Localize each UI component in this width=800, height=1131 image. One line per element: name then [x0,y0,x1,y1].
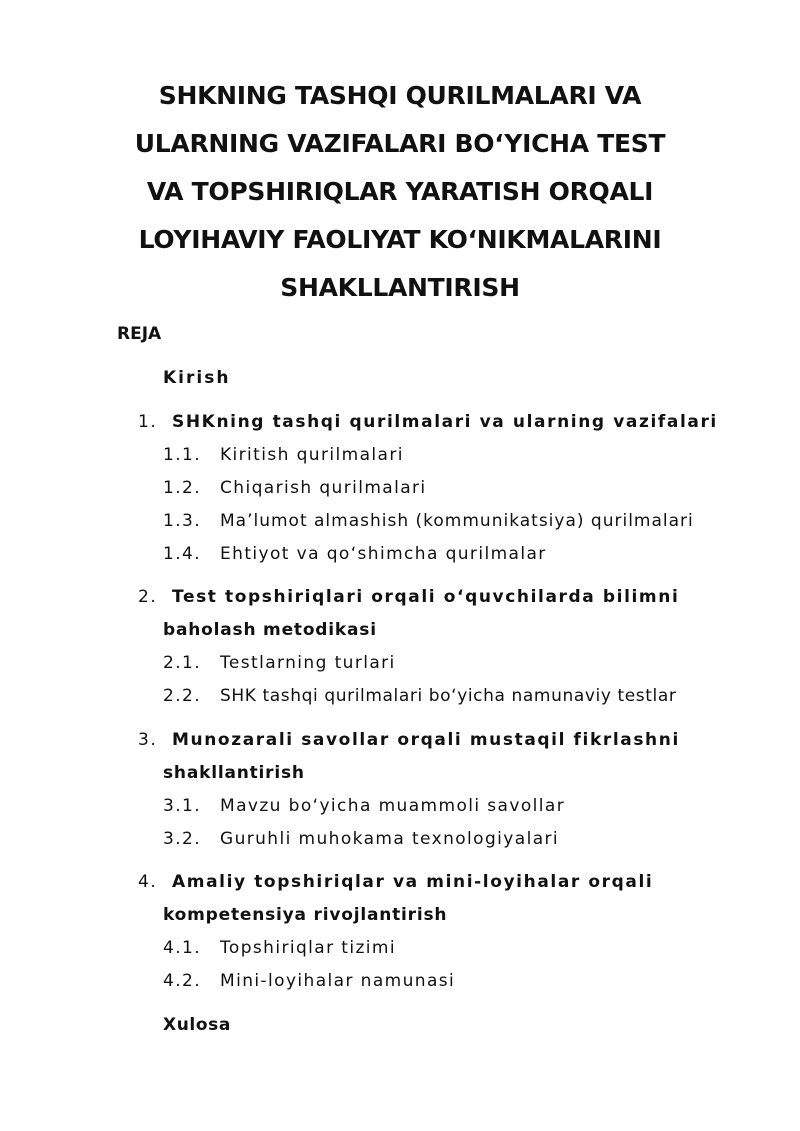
plan-section-4 [138,866,778,998]
section-number: 4. [138,872,158,892]
section-title: SHKning tashqi qurilmalari va ularning vazifalari [172,412,718,432]
plan-section-3 [138,724,778,856]
title-line: LOYIHAVIY FAOLIYAT KO‘NIKMALARINI [138,225,662,254]
item-text: Guruhli muhokama texnologiyalari [220,829,560,849]
item-number: 3.1. [163,796,202,816]
item-number: 1.3. [163,511,202,531]
item-number: 4.1. [163,938,202,958]
list-item [138,823,778,856]
section-heading [138,724,778,757]
list-item [138,647,778,680]
item-text: Ehtiyot va qo‘shimcha qurilmalar [220,544,547,564]
document-title [70,72,730,312]
intro-heading: Kirish [163,368,231,388]
section-heading [138,866,778,899]
title-line: SHKNING TASHQI QURILMALARI VA [158,81,642,110]
list-item [138,790,778,823]
item-text: Chiqarish qurilmalari [220,478,427,498]
section-number: 1. [138,412,158,432]
section-number: 3. [138,730,158,750]
item-text: SHK tashqi qurilmalari bo‘yicha namunaviy testlar [220,686,677,706]
title-line: VA TOPSHIRIQLAR YARATISH ORQALI [146,177,654,206]
item-text: Mavzu bo‘yicha muammoli savollar [220,796,566,816]
item-number: 1.4. [163,544,202,564]
plan-section-1 [138,406,778,571]
section-title: Munozarali savollar orqali mustaqil fikrlashni [172,730,680,750]
conclusion-heading: Xulosa [163,1015,231,1035]
item-text: Kiritish qurilmalari [220,445,404,465]
section-title: Test topshiriqlari orqali o‘quvchilarda bilimni [172,587,680,607]
section-title-continued: kompetensiya rivojlantirish [163,905,448,925]
section-title: Amaliy topshiriqlar va mini-loyihalar orqali [172,872,654,892]
list-item [138,472,778,505]
section-heading [138,406,778,439]
title-line: ULARNING VAZIFALARI BO‘YICHA TEST [134,129,666,158]
list-item [138,439,778,472]
section-heading [138,581,778,614]
section-title-continued: shakllantirish [163,763,305,783]
item-text: Topshiriqlar tizimi [220,938,396,958]
item-number: 4.2. [163,971,202,991]
plan-section-2 [138,581,778,713]
list-item [138,680,778,713]
item-number: 1.1. [163,445,202,465]
section-title-continued: baholash metodikasi [163,620,377,640]
list-item [138,538,778,571]
title-line: SHAKLLANTIRISH [280,273,520,302]
item-number: 2.2. [163,686,202,706]
section-number: 2. [138,587,158,607]
item-text: Testlarning turlari [220,653,396,673]
item-number: 2.1. [163,653,202,673]
plan-heading: REJA [117,324,162,344]
list-item [138,505,778,538]
list-item [138,932,778,965]
item-text: Mini-loyihalar namunasi [220,971,456,991]
item-number: 1.2. [163,478,202,498]
item-number: 3.2. [163,829,202,849]
list-item [138,965,778,998]
item-text: Ma’lumot almashish (kommunikatsiya) qurilmalari [220,511,694,531]
